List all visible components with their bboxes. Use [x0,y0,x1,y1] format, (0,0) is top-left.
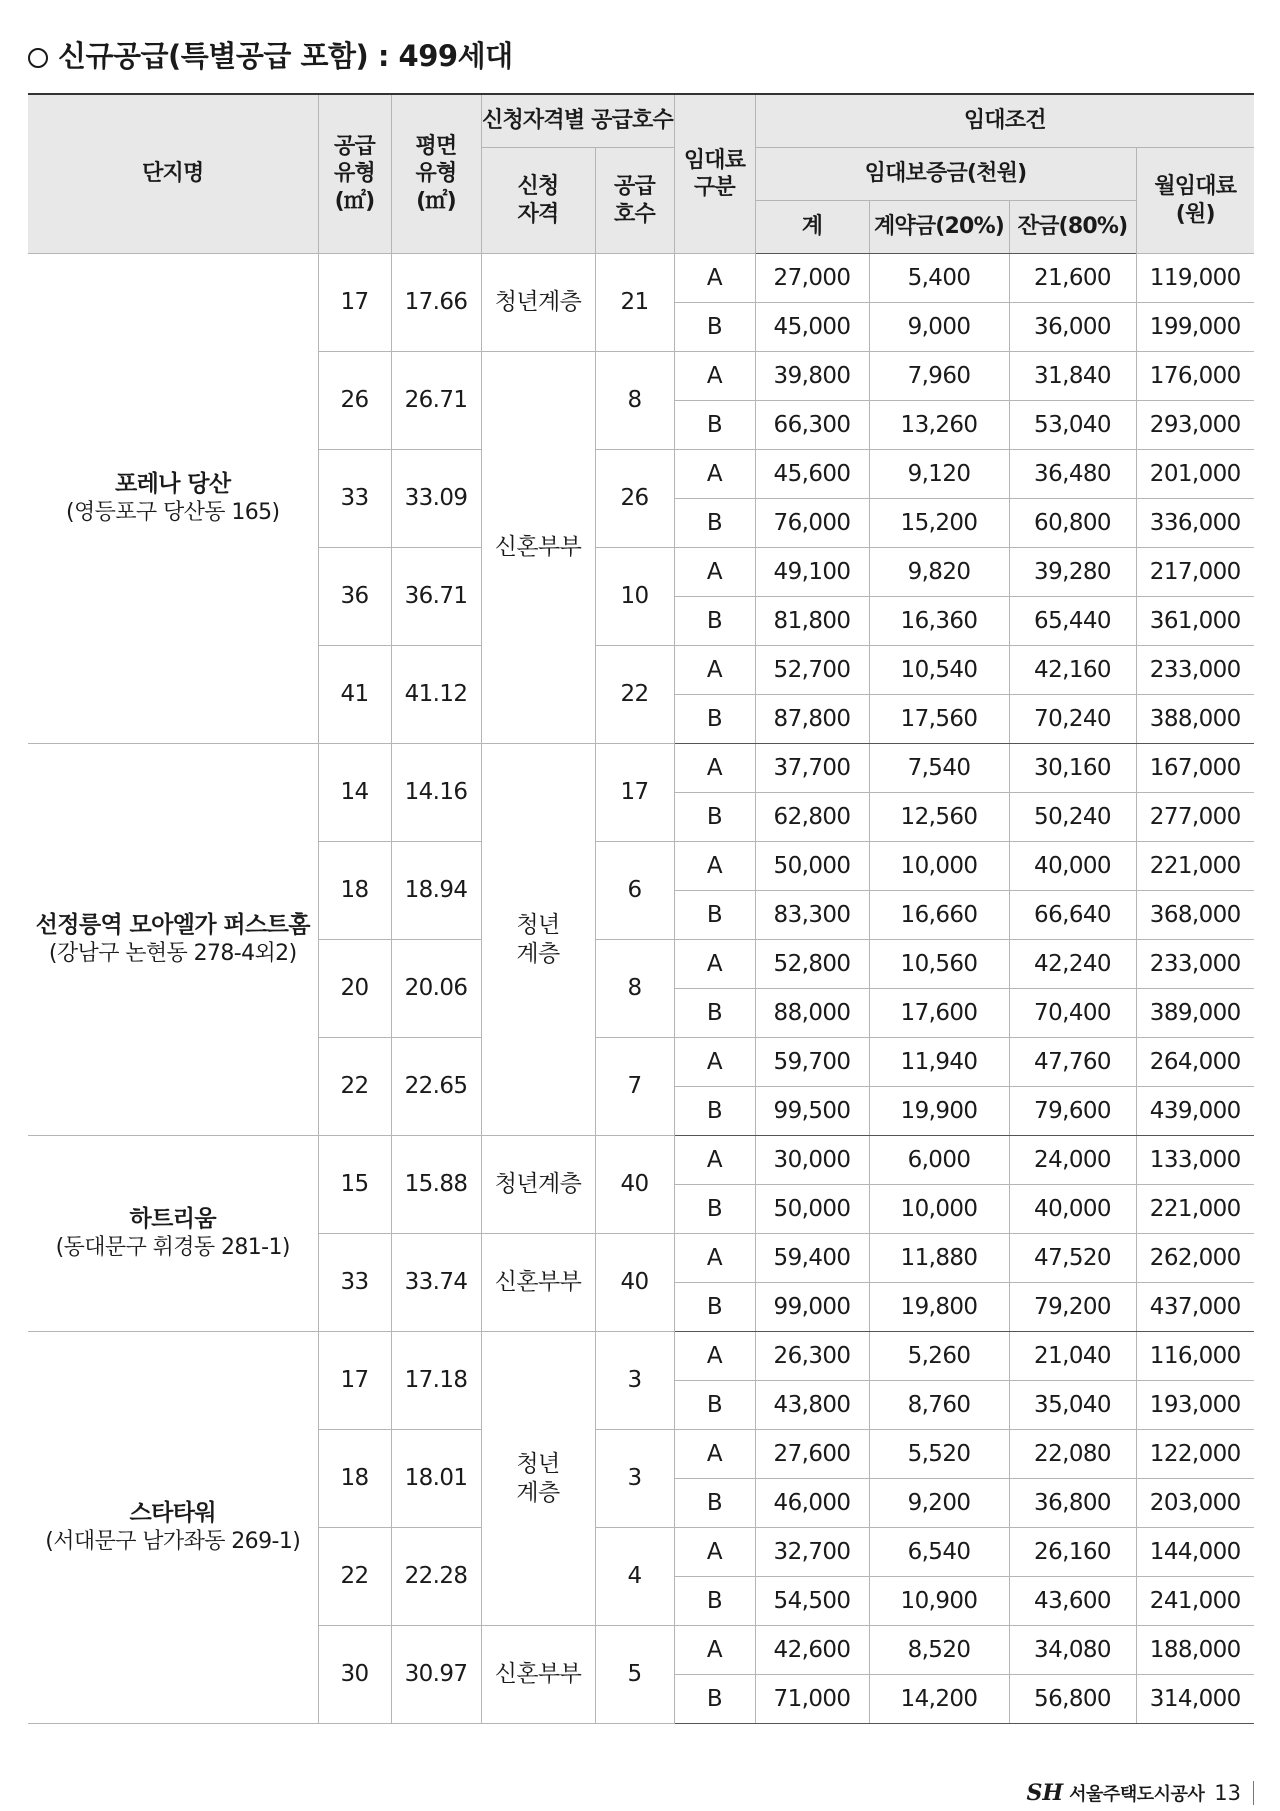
sh-logo: SH [1026,1780,1064,1806]
units-cell: 4 [595,1528,674,1626]
contract-cell: 12,560 [869,793,1009,842]
deposit-total-cell: 26,300 [755,1332,869,1381]
contract-cell: 5,260 [869,1332,1009,1381]
supply-type-cell: 33 [318,1234,391,1332]
contract-cell: 10,540 [869,646,1009,695]
contract-cell: 14,200 [869,1675,1009,1724]
contract-cell: 9,120 [869,450,1009,499]
units-cell: 3 [595,1332,674,1430]
monthly-rent-cell: 264,000 [1136,1038,1254,1087]
contract-cell: 5,400 [869,254,1009,303]
units-cell: 6 [595,842,674,940]
deposit-total-cell: 99,500 [755,1087,869,1136]
supply-type-cell: 22 [318,1038,391,1136]
supply-type-cell: 26 [318,352,391,450]
header-qualification [481,148,595,254]
footer-org: 서울주택도시공사 [1069,1784,1205,1805]
header-deposit: 임대보증금(천원) [755,148,1136,201]
contract-cell: 15,200 [869,499,1009,548]
contract-cell: 9,820 [869,548,1009,597]
supply-type-cell: 22 [318,1528,391,1626]
balance-cell: 43,600 [1009,1577,1136,1626]
contract-cell: 10,000 [869,842,1009,891]
units-cell: 40 [595,1136,674,1234]
balance-cell: 53,040 [1009,401,1136,450]
header-floor-type [391,94,481,254]
deposit-total-cell: 52,700 [755,646,869,695]
monthly-rent-cell: 221,000 [1136,842,1254,891]
header-contract: 계약금(20%) [869,201,1009,254]
qualification-cell [481,1332,595,1626]
deposit-total-cell: 45,600 [755,450,869,499]
complex-address: (영등포구 당산동 165) [65,500,280,526]
floor-type-cell: 18.01 [391,1430,481,1528]
floor-type-cell: 22.28 [391,1528,481,1626]
header-balance: 잔금(80%) [1009,201,1136,254]
complex-name: 하트리움 [129,1206,216,1233]
qualification-cell [481,1626,595,1724]
deposit-total-cell: 27,600 [755,1430,869,1479]
rent-division-cell: A [674,940,755,989]
floor-type-cell: 33.74 [391,1234,481,1332]
table-row [28,744,1254,793]
rent-division-cell: B [674,303,755,352]
floor-type-cell: 17.66 [391,254,481,352]
contract-cell: 13,260 [869,401,1009,450]
floor-type-cell: 22.65 [391,1038,481,1136]
complex-cell [28,744,318,1136]
deposit-total-cell: 66,300 [755,401,869,450]
rent-division-cell: B [674,1087,755,1136]
qualification-text: 청년계층 [494,1171,582,1198]
monthly-rent-cell: 144,000 [1136,1528,1254,1577]
header-qualification-text: 신청 자격 [517,174,559,227]
units-cell: 8 [595,940,674,1038]
units-cell: 22 [595,646,674,744]
balance-cell: 21,040 [1009,1332,1136,1381]
floor-type-cell: 30.97 [391,1626,481,1724]
balance-cell: 39,280 [1009,548,1136,597]
rent-division-cell: B [674,1283,755,1332]
complex-address: (서대문구 남가좌동 269-1) [45,1529,301,1555]
balance-cell: 65,440 [1009,597,1136,646]
floor-type-cell: 15.88 [391,1136,481,1234]
balance-cell: 66,640 [1009,891,1136,940]
monthly-rent-cell: 201,000 [1136,450,1254,499]
balance-cell: 50,240 [1009,793,1136,842]
balance-cell: 60,800 [1009,499,1136,548]
units-cell: 17 [595,744,674,842]
rent-division-cell: B [674,1381,755,1430]
footer [1026,1780,1254,1806]
monthly-rent-cell: 437,000 [1136,1283,1254,1332]
circle-bullet-icon [28,48,48,68]
deposit-total-cell: 50,000 [755,842,869,891]
contract-cell: 11,940 [869,1038,1009,1087]
monthly-rent-cell: 188,000 [1136,1626,1254,1675]
deposit-total-cell: 42,600 [755,1626,869,1675]
rent-division-cell: A [674,352,755,401]
monthly-rent-cell: 122,000 [1136,1430,1254,1479]
deposit-total-cell: 32,700 [755,1528,869,1577]
deposit-total-cell: 49,100 [755,548,869,597]
qualification-cell [481,1234,595,1332]
header-rent-division [674,94,755,254]
deposit-total-cell: 27,000 [755,254,869,303]
rent-division-cell: B [674,1185,755,1234]
deposit-total-cell: 59,700 [755,1038,869,1087]
header-conditions: 임대조건 [755,94,1254,148]
supply-type-cell: 30 [318,1626,391,1724]
balance-cell: 34,080 [1009,1626,1136,1675]
table-body [28,254,1254,1724]
header-monthly-text: 월임대료 (원) [1154,174,1237,227]
floor-type-cell: 41.12 [391,646,481,744]
complex-cell [28,254,318,744]
header-rent-division-text: 임대료 구분 [683,147,746,200]
monthly-rent-cell: 119,000 [1136,254,1254,303]
balance-cell: 42,160 [1009,646,1136,695]
header-complex: 단지명 [28,94,318,254]
header-by-qualification: 신청자격별 공급호수 [481,94,674,148]
footer-divider [1253,1781,1254,1805]
deposit-total-cell: 81,800 [755,597,869,646]
floor-type-cell: 33.09 [391,450,481,548]
qualification-text: 청년 계층 [516,1450,560,1506]
floor-type-cell: 20.06 [391,940,481,1038]
units-cell: 10 [595,548,674,646]
deposit-total-cell: 45,000 [755,303,869,352]
deposit-total-cell: 87,800 [755,695,869,744]
balance-cell: 35,040 [1009,1381,1136,1430]
qualification-text: 신혼부부 [494,1661,582,1688]
rent-division-cell: A [674,842,755,891]
monthly-rent-cell: 389,000 [1136,989,1254,1038]
rent-division-cell: A [674,1038,755,1087]
contract-cell: 11,880 [869,1234,1009,1283]
monthly-rent-cell: 193,000 [1136,1381,1254,1430]
balance-cell: 70,240 [1009,695,1136,744]
deposit-total-cell: 37,700 [755,744,869,793]
deposit-total-cell: 88,000 [755,989,869,1038]
monthly-rent-cell: 133,000 [1136,1136,1254,1185]
complex-name: 스타타워 [129,1500,216,1527]
contract-cell: 10,900 [869,1577,1009,1626]
contract-cell: 9,000 [869,303,1009,352]
rent-division-cell: B [674,597,755,646]
units-cell: 3 [595,1430,674,1528]
contract-cell: 9,200 [869,1479,1009,1528]
qualification-text: 청년계층 [494,289,582,316]
monthly-rent-cell: 262,000 [1136,1234,1254,1283]
supply-type-cell: 36 [318,548,391,646]
monthly-rent-cell: 203,000 [1136,1479,1254,1528]
header-total: 계 [755,201,869,254]
supply-type-cell: 18 [318,842,391,940]
units-cell: 8 [595,352,674,450]
balance-cell: 36,000 [1009,303,1136,352]
balance-cell: 79,200 [1009,1283,1136,1332]
contract-cell: 7,960 [869,352,1009,401]
qualification-cell [481,254,595,352]
deposit-total-cell: 46,000 [755,1479,869,1528]
monthly-rent-cell: 368,000 [1136,891,1254,940]
contract-cell: 10,560 [869,940,1009,989]
deposit-total-cell: 43,800 [755,1381,869,1430]
balance-cell: 21,600 [1009,254,1136,303]
rent-division-cell: B [674,499,755,548]
monthly-rent-cell: 217,000 [1136,548,1254,597]
qualification-text: 신혼부부 [494,1269,582,1296]
balance-cell: 42,240 [1009,940,1136,989]
deposit-total-cell: 59,400 [755,1234,869,1283]
monthly-rent-cell: 314,000 [1136,1675,1254,1724]
rent-division-cell: A [674,1626,755,1675]
monthly-rent-cell: 199,000 [1136,303,1254,352]
units-cell: 26 [595,450,674,548]
units-cell: 7 [595,1038,674,1136]
monthly-rent-cell: 336,000 [1136,499,1254,548]
balance-cell: 36,800 [1009,1479,1136,1528]
contract-cell: 10,000 [869,1185,1009,1234]
floor-type-cell: 17.18 [391,1332,481,1430]
monthly-rent-cell: 116,000 [1136,1332,1254,1381]
rent-division-cell: A [674,1528,755,1577]
monthly-rent-cell: 388,000 [1136,695,1254,744]
rent-division-cell: B [674,695,755,744]
balance-cell: 22,080 [1009,1430,1136,1479]
balance-cell: 40,000 [1009,1185,1136,1234]
rent-division-cell: A [674,450,755,499]
page-number: 13 [1214,1781,1241,1805]
units-cell: 5 [595,1626,674,1724]
supply-type-cell: 33 [318,450,391,548]
qualification-cell [481,744,595,1136]
balance-cell: 31,840 [1009,352,1136,401]
table-row [28,254,1254,303]
supply-type-cell: 18 [318,1430,391,1528]
contract-cell: 6,000 [869,1136,1009,1185]
complex-name: 포레나 당산 [115,471,231,498]
contract-cell: 19,900 [869,1087,1009,1136]
page-title [28,34,513,75]
floor-type-cell: 26.71 [391,352,481,450]
rent-division-cell: A [674,646,755,695]
deposit-total-cell: 54,500 [755,1577,869,1626]
balance-cell: 47,520 [1009,1234,1136,1283]
contract-cell: 8,520 [869,1626,1009,1675]
balance-cell: 47,760 [1009,1038,1136,1087]
supply-type-cell: 14 [318,744,391,842]
qualification-cell [481,1136,595,1234]
monthly-rent-cell: 361,000 [1136,597,1254,646]
deposit-total-cell: 76,000 [755,499,869,548]
monthly-rent-cell: 221,000 [1136,1185,1254,1234]
rent-division-cell: A [674,254,755,303]
balance-cell: 26,160 [1009,1528,1136,1577]
complex-cell [28,1136,318,1332]
deposit-total-cell: 39,800 [755,352,869,401]
contract-cell: 16,360 [869,597,1009,646]
rent-division-cell: A [674,1234,755,1283]
monthly-rent-cell: 233,000 [1136,940,1254,989]
balance-cell: 70,400 [1009,989,1136,1038]
contract-cell: 5,520 [869,1430,1009,1479]
deposit-total-cell: 30,000 [755,1136,869,1185]
monthly-rent-cell: 241,000 [1136,1577,1254,1626]
supply-type-cell: 20 [318,940,391,1038]
complex-address: (동대문구 휘경동 281-1) [55,1235,290,1261]
monthly-rent-cell: 439,000 [1136,1087,1254,1136]
complex-cell [28,1332,318,1724]
rent-division-cell: A [674,548,755,597]
balance-cell: 56,800 [1009,1675,1136,1724]
rent-division-cell: B [674,1577,755,1626]
floor-type-cell: 14.16 [391,744,481,842]
table-row [28,1332,1254,1381]
contract-cell: 16,660 [869,891,1009,940]
supply-type-cell: 17 [318,254,391,352]
deposit-total-cell: 83,300 [755,891,869,940]
units-cell: 21 [595,254,674,352]
rent-division-cell: A [674,1332,755,1381]
header-units-text: 공급 호수 [614,174,655,227]
monthly-rent-cell: 233,000 [1136,646,1254,695]
header-monthly [1136,148,1254,254]
contract-cell: 19,800 [869,1283,1009,1332]
balance-cell: 36,480 [1009,450,1136,499]
contract-cell: 6,540 [869,1528,1009,1577]
supply-type-cell: 15 [318,1136,391,1234]
balance-cell: 79,600 [1009,1087,1136,1136]
deposit-total-cell: 50,000 [755,1185,869,1234]
complex-name: 선정릉역 모아엘가 퍼스트홈 [35,912,310,939]
header-supply-type-text: 공급 유형 (㎡) [334,133,375,214]
contract-cell: 17,560 [869,695,1009,744]
supply-table [28,93,1254,1724]
monthly-rent-cell: 293,000 [1136,401,1254,450]
units-cell: 40 [595,1234,674,1332]
rent-division-cell: A [674,744,755,793]
complex-address: (강남구 논현동 278-4외2) [48,941,297,967]
rent-division-cell: B [674,1675,755,1724]
monthly-rent-cell: 176,000 [1136,352,1254,401]
rent-division-cell: B [674,1479,755,1528]
table-row [28,1136,1254,1185]
supply-type-cell: 41 [318,646,391,744]
qualification-cell [481,352,595,744]
monthly-rent-cell: 277,000 [1136,793,1254,842]
header-supply-type [318,94,391,254]
deposit-total-cell: 99,000 [755,1283,869,1332]
page-title-text: 신규공급(특별공급 포함) : 499세대 [58,39,513,73]
rent-division-cell: B [674,891,755,940]
contract-cell: 8,760 [869,1381,1009,1430]
contract-cell: 17,600 [869,989,1009,1038]
rent-division-cell: B [674,989,755,1038]
deposit-total-cell: 52,800 [755,940,869,989]
balance-cell: 24,000 [1009,1136,1136,1185]
rent-division-cell: A [674,1430,755,1479]
deposit-total-cell: 71,000 [755,1675,869,1724]
qualification-text: 청년 계층 [516,911,560,967]
header-floor-type-text: 평면 유형 (㎡) [415,133,457,214]
supply-type-cell: 17 [318,1332,391,1430]
rent-division-cell: B [674,793,755,842]
rent-division-cell: B [674,401,755,450]
balance-cell: 30,160 [1009,744,1136,793]
monthly-rent-cell: 167,000 [1136,744,1254,793]
floor-type-cell: 36.71 [391,548,481,646]
floor-type-cell: 18.94 [391,842,481,940]
contract-cell: 7,540 [869,744,1009,793]
deposit-total-cell: 62,800 [755,793,869,842]
balance-cell: 40,000 [1009,842,1136,891]
qualification-text: 신혼부부 [494,534,582,561]
header-units [595,148,674,254]
rent-division-cell: A [674,1136,755,1185]
